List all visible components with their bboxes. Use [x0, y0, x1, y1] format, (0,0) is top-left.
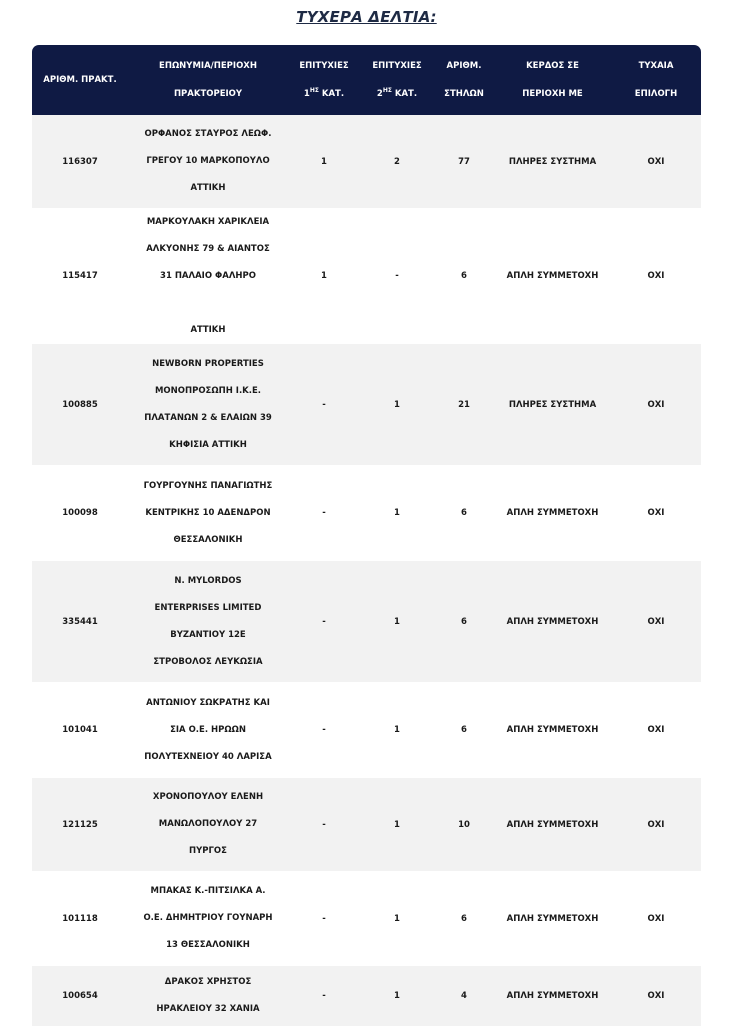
table-row: [32, 561, 701, 682]
cell-random-pick: ΟΧΙ: [647, 725, 665, 735]
cell-wins-first-category: 1: [321, 156, 327, 167]
cell-agent-name-line: ENTERPRISES LIMITED: [154, 602, 262, 613]
cell-agent-name-line: Ο.Ε. ΔΗΜΗΤΡΙΟΥ ΓΟΥΝΑΡΗ: [143, 913, 273, 923]
cell-agent-name-line: NEWBORN PROPERTIES: [152, 358, 264, 369]
cell-win-type: ΑΠΛΗ ΣΥΜΜΕΤΟΧΗ: [506, 271, 599, 281]
header-random-pick: ΤΥΧΑΙΑ ΕΠΙΛΟΓΗ: [634, 61, 678, 99]
table-row: [32, 871, 701, 966]
winning-tickets-table-container: [32, 45, 701, 1026]
cell-agent-no: 101118: [62, 913, 98, 924]
cell-win-type: ΑΠΛΗ ΣΥΜΜΕΤΟΧΗ: [506, 616, 599, 627]
cell-columns-count: 6: [461, 271, 467, 281]
cell-random-pick: ΟΧΙ: [647, 508, 665, 518]
cell-agent-name-line: ΑΤΤΙΚΗ: [190, 183, 226, 193]
cell-win-type: ΠΛΗΡΕΣ ΣΥΣΤΗΜΑ: [508, 399, 597, 410]
cell-random-pick: ΟΧΙ: [647, 616, 665, 627]
cell-agent-name-line: ΣΤΡΟΒΟΛΟΣ ΛΕΥΚΩΣΙΑ: [153, 656, 263, 667]
cell-win-type: ΑΠΛΗ ΣΥΜΜΕΤΟΧΗ: [506, 725, 599, 735]
cell-agent-no: 100654: [62, 991, 98, 1001]
cell-agent-name-line: ΠΥΡΓΟΣ: [189, 846, 227, 856]
cell-agent-name-line: ΔΡΑΚΟΣ ΧΡΗΣΤΟΣ: [164, 977, 252, 987]
table-body: [32, 115, 701, 1026]
cell-agent-name-line: ΗΡΑΚΛΕΙΟΥ 32 ΧΑΝΙΑ: [156, 1004, 260, 1014]
cell-agent-no: 116307: [62, 156, 98, 167]
cell-random-pick: ΟΧΙ: [647, 156, 665, 167]
cell-wins-first-category: -: [322, 508, 326, 518]
cell-agent-name-line: ΣΙΑ Ο.Ε. ΗΡΩΩΝ: [170, 724, 246, 735]
cell-agent-name: [128, 966, 288, 1026]
cell-agent-name-line: ΑΛΚΥΟΝΗΣ 79 & ΑΙΑΝΤΟΣ: [146, 243, 270, 254]
cell-wins-second-category: 1: [394, 725, 400, 735]
cell-agent-name-line: ΠΛΑΤΑΝΩΝ 2 & ΕΛΑΙΩΝ 39: [144, 412, 272, 423]
cell-wins-second-category: 2: [394, 156, 400, 167]
cell-wins-first-category: -: [322, 991, 326, 1001]
cell-agent-name-line: ΑΤΤΙΚΗ: [190, 324, 226, 335]
cell-wins-first-category: -: [322, 725, 326, 735]
cell-win-type: ΑΠΛΗ ΣΥΜΜΕΤΟΧΗ: [506, 819, 599, 830]
cell-wins-second-category: 1: [394, 399, 400, 410]
cell-agent-name-line: ΚΗΦΙΣΙΑ ΑΤΤΙΚΗ: [169, 439, 247, 450]
cell-win-type: ΑΠΛΗ ΣΥΜΜΕΤΟΧΗ: [506, 913, 599, 924]
cell-wins-second-category: 1: [394, 819, 400, 830]
cell-wins-first-category: -: [322, 913, 326, 924]
header-wins-first-category: ΕΠΙΤΥΧΙΕΣ $1^{H\Sigma}$ ΚΑΤ.: [299, 61, 349, 99]
cell-agent-no: 121125: [62, 819, 98, 830]
cell-columns-count: 10: [458, 819, 470, 830]
cell-agent-name-line: ΜΟΝΟΠΡΟΣΩΠΗ Ι.Κ.Ε.: [154, 385, 262, 396]
cell-agent-name-line: 13 ΘΕΣΣΑΛΟΝΙΚΗ: [166, 940, 250, 950]
cell-columns-count: 6: [461, 616, 467, 627]
cell-agent-name-line: 31 ΠΑΛΑΙΟ ΦΑΛΗΡΟ: [160, 270, 256, 281]
cell-columns-count: 6: [461, 725, 467, 735]
cell-wins-second-category: 1: [394, 991, 400, 1001]
cell-win-type: ΑΠΛΗ ΣΥΜΜΕΤΟΧΗ: [506, 991, 599, 1001]
cell-agent-name-line: ΟΡΦΑΝΟΣ ΣΤΑΥΡΟΣ ΛΕΩΦ.: [144, 129, 272, 139]
cell-agent-name-line: [130, 290, 286, 317]
cell-agent-no: 101041: [62, 725, 98, 735]
cell-agent-name-line: ΧΡΟΝΟΠΟΥΛΟΥ ΕΛΕΝΗ: [152, 792, 264, 802]
table-row: [32, 682, 701, 778]
cell-random-pick: ΟΧΙ: [647, 819, 665, 830]
cell-agent-no: 100885: [62, 399, 98, 410]
table-row: [32, 465, 701, 561]
cell-agent-name-line: N. MYLORDOS: [174, 575, 242, 586]
table-header: [32, 45, 701, 115]
cell-columns-count: 4: [461, 991, 467, 1001]
cell-agent-name-line: ΑΝΤΩΝΙΟΥ ΣΩΚΡΑΤΗΣ ΚΑΙ: [146, 697, 270, 708]
cell-agent-no: 100098: [62, 508, 98, 518]
cell-agent-name: [128, 682, 288, 778]
cell-columns-count: 21: [458, 399, 470, 410]
header-agent-name: ΕΠΩΝΥΜΙΑ/ΠΕΡΙΟΧΗ ΠΡΑΚΤΟΡΕΙΟΥ: [159, 61, 257, 99]
cell-wins-second-category: 1: [394, 508, 400, 518]
header-columns-count: ΑΡΙΘΜ. ΣΤΗΛΩΝ: [444, 61, 484, 99]
cell-agent-name-line: ΜΑΡΚΟΥΛΑΚΗ ΧΑΡΙΚΛΕΙΑ: [146, 216, 270, 227]
cell-wins-first-category: 1: [321, 271, 327, 281]
table-row: [32, 344, 701, 465]
header-wins-second-category: ΕΠΙΤΥΧΙΕΣ $2^{H\Sigma}$ ΚΑΤ.: [372, 61, 422, 99]
table-header-row: [32, 45, 701, 115]
header-win-type: ΚΕΡΔΟΣ ΣΕ ΠΕΡΙΟΧΗ ΜΕ: [522, 61, 583, 99]
cell-agent-name-line: ΓΟΥΡΓΟΥΝΗΣ ΠΑΝΑΓΙΩΤΗΣ: [143, 480, 273, 491]
cell-wins-first-category: -: [322, 399, 326, 410]
cell-wins-second-category: 1: [394, 616, 400, 627]
cell-random-pick: ΟΧΙ: [647, 399, 665, 410]
cell-agent-name: [128, 208, 288, 344]
cell-random-pick: ΟΧΙ: [647, 913, 665, 924]
cell-agent-name: [128, 465, 288, 561]
page-title: ΤΥΧΕΡΑ ΔΕΛΤΙΑ:: [296, 8, 437, 26]
cell-agent-name: [128, 871, 288, 966]
cell-columns-count: 77: [458, 156, 470, 167]
cell-wins-first-category: -: [322, 616, 326, 627]
cell-agent-name-line: ΚΕΝΤΡΙΚΗΣ 10 ΑΔΕΝΔΡΟΝ: [145, 507, 271, 518]
cell-agent-name-line: ΜΑΝΩΛΟΠΟΥΛΟΥ 27: [158, 819, 258, 829]
cell-agent-name-line: ΘΕΣΣΑΛΟΝΙΚΗ: [173, 534, 243, 545]
table-row: [32, 966, 701, 1026]
cell-agent-name-line: ΒΥΖΑΝΤΙΟΥ 12Ε: [170, 629, 246, 640]
cell-win-type: ΠΛΗΡΕΣ ΣΥΣΤΗΜΑ: [508, 156, 597, 167]
table-row: [32, 208, 701, 344]
cell-agent-no: 335441: [62, 616, 98, 627]
cell-agent-name-line: ΠΟΛΥΤΕΧΝΕΙΟΥ 40 ΛΑΡΙΣΑ: [144, 751, 272, 762]
cell-columns-count: 6: [461, 508, 467, 518]
cell-wins-second-category: -: [395, 271, 399, 281]
header-agent-no: ΑΡΙΘΜ. ΠΡΑΚΤ.: [43, 75, 117, 85]
cell-agent-name: [128, 778, 288, 871]
winning-tickets-table: [32, 45, 701, 1026]
cell-columns-count: 6: [461, 913, 467, 924]
cell-wins-first-category: -: [322, 819, 326, 830]
cell-random-pick: ΟΧΙ: [647, 991, 665, 1001]
cell-win-type: ΑΠΛΗ ΣΥΜΜΕΤΟΧΗ: [506, 508, 599, 518]
cell-agent-name-line: ΓΡΕΓΟΥ 10 ΜΑΡΚΟΠΟΥΛΟ: [146, 156, 270, 166]
cell-random-pick: ΟΧΙ: [647, 271, 665, 281]
cell-agent-name: [128, 344, 288, 465]
cell-agent-name: [128, 561, 288, 682]
table-row: [32, 115, 701, 208]
cell-wins-second-category: 1: [394, 913, 400, 924]
cell-agent-name: [128, 115, 288, 208]
table-row: [32, 778, 701, 871]
cell-agent-name-line: ΜΠΑΚΑΣ Κ.-ΠΙΤΣΙΛΚΑ Α.: [150, 886, 266, 896]
cell-agent-no: 115417: [62, 271, 98, 281]
